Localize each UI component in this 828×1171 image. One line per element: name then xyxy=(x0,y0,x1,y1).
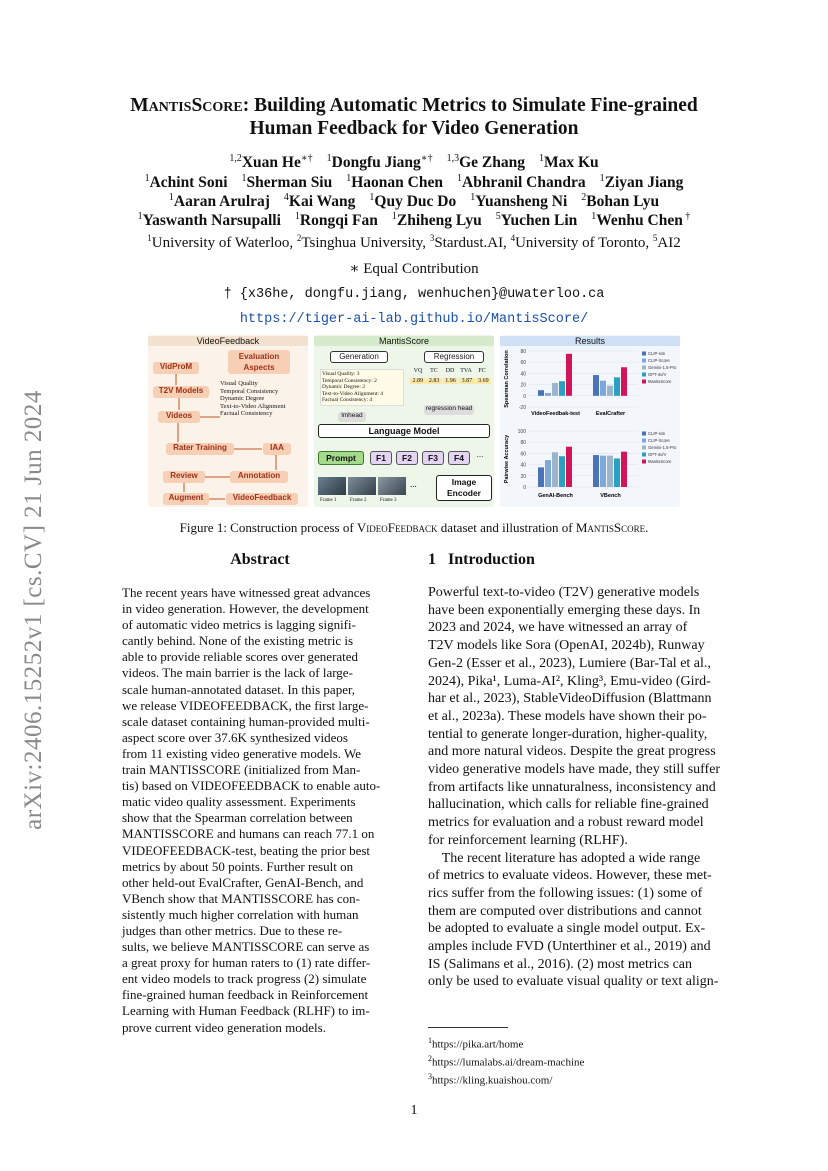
legend-label: GPT-4o/V xyxy=(648,372,667,377)
intro-line: from artifacts like unnaturalness, inconsistency and xyxy=(428,779,716,795)
x-category-label: GenAI-Bench xyxy=(538,493,573,499)
results-charts xyxy=(500,335,680,507)
footnote[interactable]: $^1$https://pika.art/home xyxy=(428,1036,524,1051)
y-tick-label: 60 xyxy=(520,360,526,367)
footnote-rule xyxy=(428,1027,508,1028)
intro-line: har et al., 2023), StableVideoDiffusion (Blattmann xyxy=(428,691,712,707)
author: $^1$Sherman Siu xyxy=(241,173,333,192)
abstract-line: scale human-annotated dataset. In this paper, xyxy=(122,681,356,697)
legend-swatch xyxy=(642,366,646,370)
intro-line: have been exponentially emerging these days. In xyxy=(428,602,701,618)
results-panel xyxy=(500,335,680,507)
bar xyxy=(621,367,627,396)
mantisscore-panel xyxy=(314,335,494,507)
author: $^{1,2}$Xuan He∗† xyxy=(229,153,313,172)
intro-line: be adopted to evaluate a single model output. Ex- xyxy=(428,921,706,937)
affiliations xyxy=(80,233,748,252)
affiliation: $^4$University of Toronto, xyxy=(510,233,653,251)
figure-1 xyxy=(148,335,680,507)
abstract-line: in video generation. However, the development xyxy=(122,601,369,617)
bar xyxy=(552,452,558,487)
intro-line: hallucination, which calls for reliable fine-grained xyxy=(428,797,709,813)
caption-vf: VideoFeedback xyxy=(356,520,438,535)
generation-line: Dynamic Degree: 2 xyxy=(322,384,366,390)
author: $^{1,3}$Ge Zhang xyxy=(446,153,525,172)
abstract-line: from 11 existing video generative models. We xyxy=(122,745,362,761)
intro-line: and more natural videos. Despite the great progress xyxy=(428,744,716,760)
abstract-line: sistently much higher correlation with human xyxy=(122,906,359,922)
abstract-line: sults, we believe MANTISSCORE can serve as xyxy=(122,939,370,955)
frame-label-3: Frame 3 xyxy=(380,498,397,503)
author: $^1$Quy Duc Do xyxy=(369,192,457,211)
abstract-line: train MANTISSCORE (initialized from Man- xyxy=(122,762,361,778)
intro-title: Introduction xyxy=(448,551,535,568)
footnotes xyxy=(428,1034,584,1088)
prompt-box: Prompt xyxy=(318,451,364,465)
frame-token-3: F3 xyxy=(422,451,444,465)
bar xyxy=(600,456,606,487)
aspect-item: Factual Consistency xyxy=(220,410,273,417)
legend-swatch xyxy=(642,439,646,443)
abstract-body xyxy=(122,585,398,1036)
t2v-models-box: T2V Models xyxy=(153,386,209,398)
intro-line: only be used to evaluate visual quality or text align- xyxy=(428,974,719,990)
annotation-box: Annotation xyxy=(230,471,288,483)
y-tick-label: 40 xyxy=(520,462,526,469)
bar xyxy=(600,381,606,396)
project-link[interactable]: https://tiger-ai-lab.github.io/MantisScore/ xyxy=(239,312,589,327)
bar xyxy=(538,467,544,487)
regression-head-box: regression head xyxy=(424,405,474,415)
caption-end: . xyxy=(645,520,649,535)
caption-prefix: Figure 1: Construction process of xyxy=(179,520,357,535)
abstract-line: scale dataset containing human-provided multi- xyxy=(122,713,370,729)
abstract-line: other held-out EvalCrafter, GenAI-Bench, and xyxy=(122,874,364,890)
frame-token-4: F4 xyxy=(448,451,470,465)
legend-swatch xyxy=(642,373,646,377)
intro-line: tential to generate longer-duration, higher-quality, xyxy=(428,726,708,742)
caption-mid: dataset and illustration of xyxy=(437,520,576,535)
intro-line: video generative models have made, they still suffer xyxy=(428,762,721,778)
image-encoder-box: Image Encoder xyxy=(436,475,492,501)
aspect-item: Temporal Consistency xyxy=(220,387,279,395)
legend-label: Gemini-1.5-Pro xyxy=(648,445,677,450)
x-category-label: VideoFeedbak-test xyxy=(531,411,580,417)
abstract-line: metrics by about 50 points. Further result on xyxy=(122,858,354,874)
generation-line: Text-to-Video Alignment: 4 xyxy=(322,390,383,397)
abstract-line: able to provide reliable scores over generated xyxy=(122,649,359,665)
abstract-line: we release VIDEOFEEDBACK, the first large- xyxy=(122,697,369,713)
bar xyxy=(566,447,572,487)
aspect-item: Visual Quality xyxy=(220,380,258,387)
vidprom-box: VidProM xyxy=(153,362,199,374)
y-tick-label: 0 xyxy=(523,485,526,491)
arxiv-sidebar xyxy=(14,360,54,860)
thumb-ellipsis: ... xyxy=(410,479,417,489)
bar xyxy=(566,354,572,396)
videofeedback-box: VideoFeedback xyxy=(226,493,298,505)
bar xyxy=(621,452,627,487)
author: $^1$Abhranil Chandra xyxy=(457,173,586,192)
intro-line: et al., 2023a). These models have shown their po- xyxy=(428,708,707,724)
abstract-line: videos. The main barrier is the lack of large- xyxy=(122,665,353,681)
rater-training-box: Rater Training xyxy=(166,443,234,455)
abstract-line: matic video quality assessment. Experiments xyxy=(122,794,356,810)
bar xyxy=(593,455,599,487)
lmhead-box: lmhead xyxy=(338,412,366,422)
generation-line: Visual Quality: 3 xyxy=(322,371,360,377)
bar xyxy=(559,381,565,396)
y-tick-label: 0 xyxy=(523,393,526,400)
intro-heading xyxy=(428,551,535,569)
y-axis-label: Pairwise Accuracy xyxy=(504,434,510,484)
abstract-line: ent video models to track progress (2) simulate xyxy=(122,971,367,987)
legend-swatch xyxy=(642,460,646,464)
author: $^1$Wenhu Chen † xyxy=(591,211,691,230)
affiliation: $^3$Stardust.AI, xyxy=(429,233,511,251)
intro-line: rics suffer from the following issues: (1) some of xyxy=(428,885,703,901)
regression-value: 3.87 xyxy=(459,378,474,384)
bar xyxy=(545,460,551,487)
affiliation: $^1$University of Waterloo, xyxy=(147,233,297,251)
abstract-line: judges than other metrics. Due to these re- xyxy=(122,922,343,938)
intro-line: 2024), Pika¹, Luma-AI², Kling³, Emu-video (Gird- xyxy=(428,673,711,689)
videofeedback-panel xyxy=(148,335,308,507)
abstract-line: cantly behind. None of the existing metric is xyxy=(122,633,354,649)
y-tick-label: 80 xyxy=(520,440,526,447)
y-tick-label: 40 xyxy=(520,371,526,378)
author: $^1$Yaswanth Narsupalli xyxy=(137,211,281,230)
author: $^2$Bohan Lyu xyxy=(581,192,660,211)
frame-label-2: Frame 2 xyxy=(350,498,367,503)
legend-swatch xyxy=(642,380,646,384)
footnote[interactable]: $^3$https://kling.kuaishou.com/ xyxy=(428,1072,553,1087)
frame-thumb-2 xyxy=(348,477,376,495)
legend-swatch xyxy=(642,352,646,356)
legend-label: MantisScore xyxy=(648,459,672,464)
abstract-line: VIDEOFEEDBACK-test, beating the prior best xyxy=(122,842,371,858)
regression-value: 1.96 xyxy=(443,378,458,384)
frame-token-1: F1 xyxy=(370,451,392,465)
intro-body xyxy=(428,584,730,991)
y-tick-label: 100 xyxy=(517,429,526,435)
review-box: Review xyxy=(163,471,205,483)
legend-swatch xyxy=(642,432,646,436)
generation-line: Temporal Consistency: 2 xyxy=(322,377,377,384)
author: $^1$Zhiheng Lyu xyxy=(391,211,482,230)
legend-swatch xyxy=(642,446,646,450)
iaa-box: IAA xyxy=(263,443,291,455)
legend-label: CLIP-Score xyxy=(648,438,670,443)
videos-box: Videos xyxy=(158,411,200,423)
y-tick-label: -20 xyxy=(518,405,526,411)
regression-head-label: TC xyxy=(430,368,438,374)
legend-swatch xyxy=(642,359,646,363)
regression-value: 2.83 xyxy=(426,378,441,384)
generation-box: Generation xyxy=(330,351,388,363)
intro-number: 1 xyxy=(428,551,436,568)
regression-head-label: DD xyxy=(445,368,455,374)
author: $^1$Aaran Arulraj xyxy=(168,192,270,211)
frame-label-1: Frame 1 xyxy=(320,498,337,503)
figure-caption xyxy=(100,520,728,536)
regression-head-label: TVA xyxy=(460,368,472,374)
affiliation: $^5$AI2 xyxy=(652,233,681,251)
regression-head-label: VQ xyxy=(413,368,423,374)
bar xyxy=(593,375,599,396)
legend-label: Gemini-1.5-Pro xyxy=(648,365,677,370)
paper-title xyxy=(80,94,748,140)
panel-title-videofeedback: VideoFeedback xyxy=(148,336,308,346)
aspect-item: Text-to-Video Alignment xyxy=(220,402,286,410)
bar xyxy=(614,377,620,395)
legend-label: GPT-4o/V xyxy=(648,452,667,457)
legend-label: MantisScore xyxy=(648,379,672,384)
frame-thumb-1 xyxy=(318,477,346,495)
intro-line: amples include FVD (Unterthiner et al., 2019) and xyxy=(428,939,711,955)
intro-line: The recent literature has adopted a wide range xyxy=(428,850,701,866)
intro-line: Gen-2 (Esser et al., 2023), Lumiere (Bar-Tal et al., xyxy=(428,655,711,671)
x-category-label: EvalCrafter xyxy=(595,411,626,417)
bar xyxy=(545,393,551,396)
generation-output xyxy=(320,369,404,406)
equal-contribution: ∗ Equal Contribution xyxy=(349,261,479,277)
intro-line: Powerful text-to-video (T2V) generative models xyxy=(428,585,700,600)
generation-line: Factual Consistency: 4 xyxy=(322,397,373,403)
language-model-box: Language Model xyxy=(318,424,490,438)
bar xyxy=(614,458,620,487)
author: $^1$Haonan Chen xyxy=(346,173,443,192)
caption-ms: MantisScore xyxy=(575,520,646,535)
abstract-line: Learning with Human Feedback (RLHF) to im- xyxy=(122,1003,370,1019)
author: $^5$Yuchen Lin xyxy=(495,211,578,230)
author: $^1$Max Ku xyxy=(538,153,599,172)
regression-output xyxy=(410,368,492,388)
title-name: MantisScore xyxy=(130,95,243,116)
affiliation: $^2$Tsinghua University, xyxy=(296,233,430,251)
y-tick-label: 80 xyxy=(520,349,526,355)
footnote[interactable]: $^2$https://lumalabs.ai/dream-machine xyxy=(428,1054,585,1069)
frame-ellipsis: ... xyxy=(476,450,484,459)
frame-thumb-3 xyxy=(378,477,406,495)
frame-token-2: F2 xyxy=(396,451,418,465)
regression-box: Regression xyxy=(424,351,484,363)
title-rest: : Building Automatic Metrics to Simulate Fine-grained xyxy=(242,95,698,116)
author: $^1$Achint Soni xyxy=(144,173,228,192)
left-panel-arrows xyxy=(148,335,308,507)
legend-swatch xyxy=(642,453,646,457)
author: $^1$Ziyan Jiang xyxy=(599,173,684,192)
bar xyxy=(559,456,565,487)
abstract-line: MANTISSCORE and humans can reach 77.1 on xyxy=(122,826,375,842)
legend-label: CLIP-sim xyxy=(648,431,666,436)
y-axis-label: Spearman Correlation xyxy=(504,350,510,408)
augment-box: Augment xyxy=(163,493,209,505)
abstract-line: of automatic video metrics is lagging signifi- xyxy=(122,617,356,633)
author: $^1$Yuansheng Ni xyxy=(470,192,568,211)
intro-line: T2V models like Sora (OpenAI, 2024b), Runway xyxy=(428,638,705,654)
intro-line: them are computed over distributions and cannot xyxy=(428,903,702,919)
abstract-line: show that the Spearman correlation between xyxy=(122,810,353,826)
bar xyxy=(607,456,613,487)
regression-value: 2.89 xyxy=(410,378,425,384)
author: $^1$Dongfu Jiang∗† xyxy=(326,153,433,172)
abstract-line: a great proxy for human raters to (1) rate differ- xyxy=(122,955,371,971)
intro-line: metrics for evaluation and a robust reward model xyxy=(428,815,704,831)
author: $^1$Rongqi Fan xyxy=(294,211,378,230)
regression-value: 3.69 xyxy=(476,378,491,384)
abstract-line: tis) based on VIDEOFEEDBACK to enable auto- xyxy=(122,778,381,794)
author: $^4$Kai Wang xyxy=(283,192,356,211)
page-number: 1 xyxy=(410,1103,418,1118)
y-tick-label: 60 xyxy=(520,451,526,458)
intro-line: for reinforcement learning (RLHF). xyxy=(428,832,628,848)
arxiv-id: arXiv:2406.15252v1 [cs.CV] 21 Jun 2024 xyxy=(20,390,47,830)
bar xyxy=(538,390,544,396)
author-row-4 xyxy=(80,207,748,231)
x-category-label: VBench xyxy=(600,493,621,499)
evaluation-aspects-box: Evaluation Aspects xyxy=(228,350,290,374)
bar xyxy=(607,386,613,396)
abstract-line: fine-grained human feedback in Reinforcement xyxy=(122,987,369,1003)
intro-line: 2023 and 2024, we have witnessed an array of xyxy=(428,620,688,636)
panel-title-mantisscore: MantisScore xyxy=(314,336,494,346)
bar xyxy=(552,383,558,396)
abstract-line: The recent years have witnessed great advances xyxy=(122,585,371,600)
emails: † {x36he, dongfu.jiang, wenhuchen}@uwaterloo.ca xyxy=(223,287,605,302)
abstract-heading: Abstract xyxy=(230,551,290,568)
title-line2: Human Feedback for Video Generation xyxy=(249,118,579,139)
panel-title-results: Results xyxy=(500,336,680,346)
abstract-line: prove current video generation models. xyxy=(122,1019,326,1035)
legend-label: CLIP-Score xyxy=(648,358,670,363)
regression-head-label: FC xyxy=(478,368,486,374)
legend-label: CLIP-sim xyxy=(648,351,666,356)
abstract-line: VBench show that MANTISSCORE has con- xyxy=(122,890,360,906)
intro-line: IS (Salimans et al., 2016). (2) most metrics can xyxy=(428,956,692,972)
intro-line: of metrics to evaluate videos. However, these met- xyxy=(428,868,712,884)
abstract-line: aspect score over 37.6K synthesized videos xyxy=(122,729,348,745)
aspect-item: Dynamic Degree xyxy=(220,395,265,402)
y-tick-label: 20 xyxy=(520,382,526,389)
y-tick-label: 20 xyxy=(520,473,526,480)
